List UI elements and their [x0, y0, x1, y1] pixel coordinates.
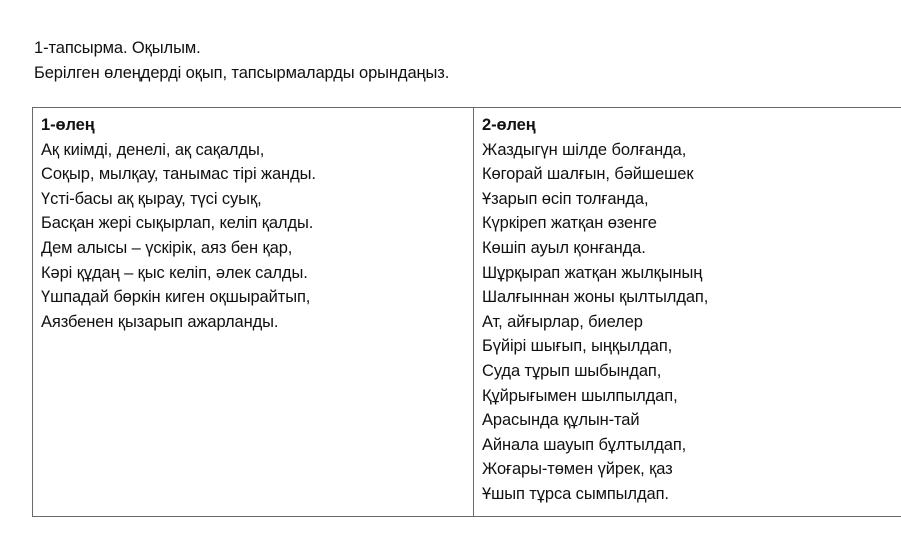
poem-2-title: 2-өлең: [482, 116, 536, 134]
poem-1-line: Дем алысы – үскірік, аяз бен қар,: [41, 238, 293, 257]
poems-table: [32, 107, 901, 517]
task-title: 1-тапсырма. Оқылым.: [34, 39, 201, 57]
poem-1-line: Басқан жері сықырлап, келіп қалды.: [41, 214, 314, 233]
poem-2-cell: [474, 108, 901, 517]
poem-2-line: Көгорай шалғын, бәйшешек: [482, 165, 694, 184]
poem-2-line: Бүйірі шығып, ыңқылдап,: [482, 337, 673, 356]
poem-2-line: Құйрығымен шылпылдап,: [482, 386, 678, 405]
poem-2-line: Айнала шауып бұлтылдап,: [482, 435, 687, 454]
poem-2-line: Шұрқырап жатқан жылқының: [482, 263, 703, 282]
poem-1-cell: [33, 108, 474, 517]
poem-2-line: Жоғары-төмен үйрек, қаз: [482, 460, 673, 479]
poem-2-line: Көшіп ауыл қонғанда.: [482, 238, 646, 257]
poem-2-line: Арасында құлын-тай: [482, 411, 640, 430]
poem-1-line: Аязбенен қызарып ажарланды.: [41, 312, 279, 331]
task-heading: [34, 36, 449, 86]
poem-1-line: Соқыр, мылқау, танымас тірі жанды.: [41, 165, 316, 184]
poem-1-line: Ақ киімді, денелі, ақ сақалды,: [41, 140, 265, 159]
task-instruction: Берілген өлеңдерді оқып, тапсырмаларды орындаңыз.: [34, 64, 450, 82]
poem-1-title: 1-өлең: [41, 116, 95, 134]
poem-2-line: Ұзарып өсіп толғанда,: [482, 189, 649, 208]
poem-2-line: Ат, айғырлар, биелер: [482, 312, 643, 331]
poem-2-line: Жаздыгүн шілде болғанда,: [482, 140, 687, 159]
poem-1-line: Үсті-басы ақ қырау, түсі суық,: [41, 189, 262, 208]
poem-2-line: Күркіреп жатқан өзенге: [482, 214, 657, 233]
poem-1-line: Үшпадай бөркін киген оқшырайтып,: [41, 288, 311, 307]
poem-2-line: Ұшып тұрса сымпылдап.: [482, 484, 669, 503]
poem-2-line: Суда тұрып шыбындап,: [482, 361, 662, 380]
poems-row: [33, 108, 901, 517]
poem-2-line: Шалғыннан жоны қылтылдап,: [482, 288, 709, 307]
poem-1-line: Кәрі құдаң – қыс келіп, әлек салды.: [41, 263, 308, 282]
